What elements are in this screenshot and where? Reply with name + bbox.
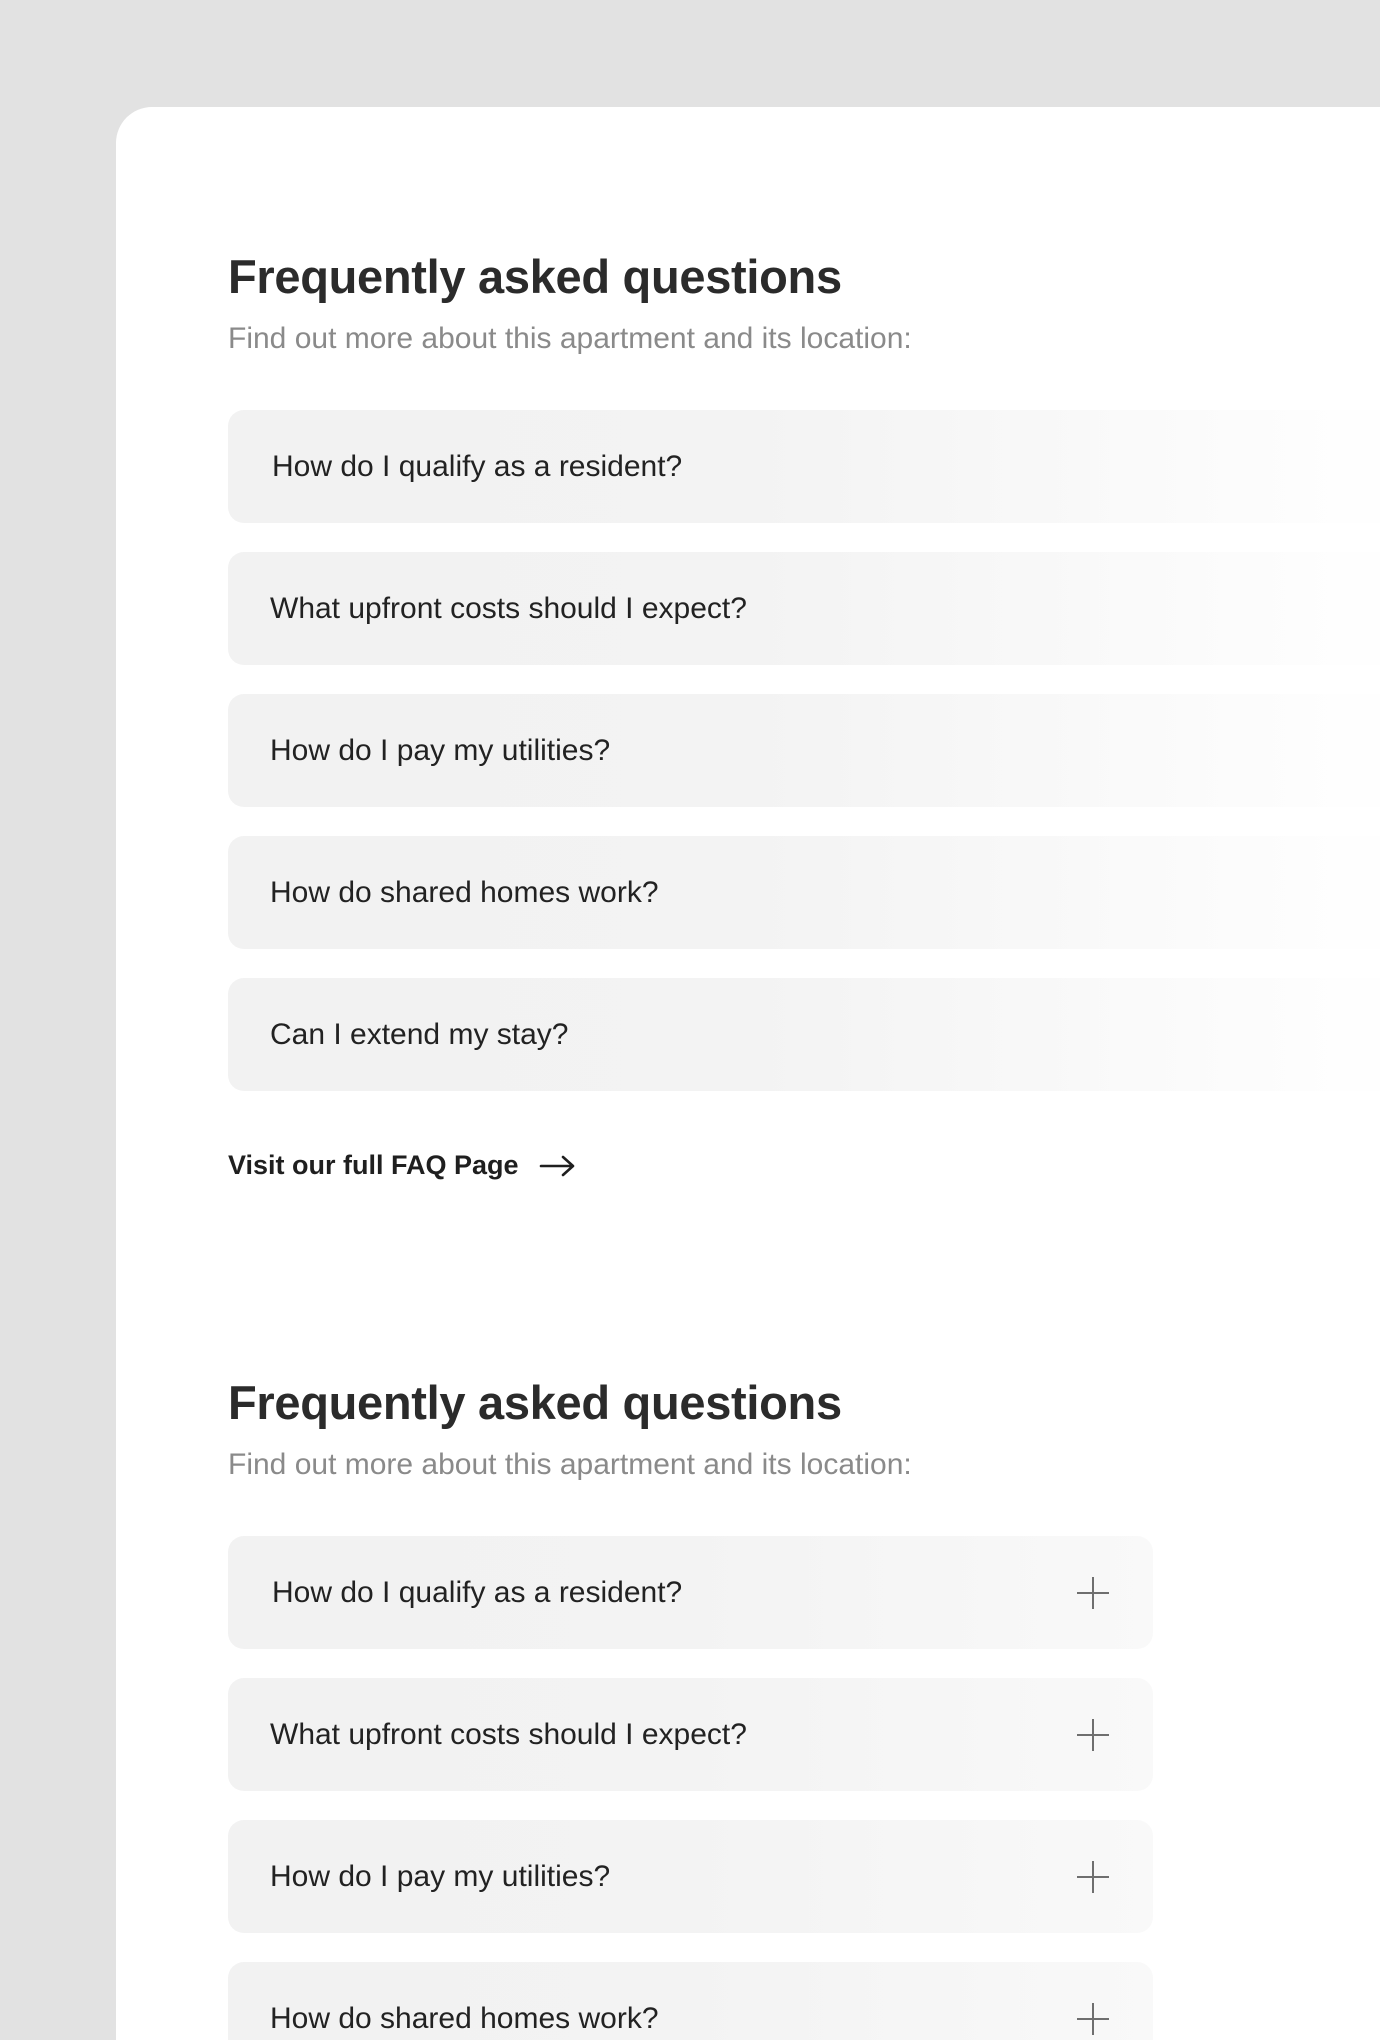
faq-item[interactable] xyxy=(228,1962,1153,2040)
plus-icon[interactable] xyxy=(1077,1719,1109,1751)
full-faq-link[interactable] xyxy=(228,1150,577,1181)
faq-question: What upfront costs should I expect? xyxy=(270,591,747,625)
faq-question: How do shared homes work? xyxy=(270,2001,659,2035)
faq-item[interactable] xyxy=(228,552,1380,665)
faq-list xyxy=(228,410,1380,1091)
faq-question: How do I qualify as a resident? xyxy=(272,1575,683,1609)
faq-item[interactable] xyxy=(228,1820,1153,1933)
arrow-right-icon xyxy=(539,1154,577,1178)
section-subtitle: Find out more about this apartment and its location: xyxy=(228,322,912,355)
plus-icon[interactable] xyxy=(1077,2003,1109,2035)
section-subtitle: Find out more about this apartment and its location: xyxy=(228,1448,912,1481)
faq-question: What upfront costs should I expect? xyxy=(270,1717,747,1751)
content-card xyxy=(116,107,1380,2040)
faq-question: How do I pay my utilities? xyxy=(270,1859,611,1893)
faq-section-compact xyxy=(228,250,1380,1181)
faq-question: How do I qualify as a resident? xyxy=(272,449,683,483)
faq-question: Can I extend my stay? xyxy=(270,1017,569,1051)
faq-section-expandable xyxy=(228,1376,1153,2040)
faq-item[interactable] xyxy=(228,694,1380,807)
faq-question: How do I pay my utilities? xyxy=(270,733,611,767)
section-title: Frequently asked questions xyxy=(228,250,842,303)
section-title: Frequently asked questions xyxy=(228,1376,842,1429)
faq-item[interactable] xyxy=(228,978,1380,1091)
faq-item[interactable] xyxy=(228,1536,1153,1649)
plus-icon[interactable] xyxy=(1077,1577,1109,1609)
plus-icon[interactable] xyxy=(1077,1861,1109,1893)
faq-list xyxy=(228,1536,1153,2040)
faq-item[interactable] xyxy=(228,1678,1153,1791)
faq-item[interactable] xyxy=(228,410,1380,523)
faq-question: How do shared homes work? xyxy=(270,875,659,909)
full-faq-link-label: Visit our full FAQ Page xyxy=(228,1150,519,1180)
faq-item[interactable] xyxy=(228,836,1380,949)
